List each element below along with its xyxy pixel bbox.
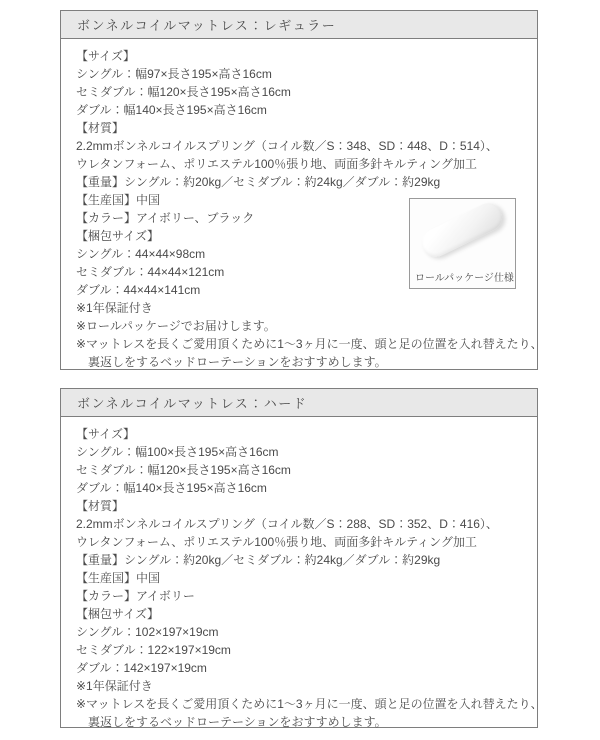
spec-line: シングル：44×44×98cm — [76, 247, 206, 261]
spec-line: 【カラー】アイボリー — [76, 589, 195, 603]
spec-line: 【重量】シングル：約20kg／セミダブル：約24kg／ダブル：約29kg — [76, 175, 441, 189]
roll-package-image — [409, 198, 516, 289]
spec-line: 【生産国】中国 — [76, 193, 161, 207]
spec-line: 【梱包サイズ】 — [76, 607, 160, 621]
rolled-mattress-graphic — [417, 199, 507, 262]
spec-line: 【生産国】中国 — [76, 571, 161, 585]
card-header-regular — [61, 11, 537, 39]
spec-card-regular — [60, 10, 543, 370]
spec-card-hard — [60, 388, 543, 729]
spec-line: セミダブル：44×44×121cm — [76, 265, 225, 279]
spec-line: ※マットレスを長くご愛用頂くために1～3ヶ月に一度、頭と足の位置を入れ替えたり、 — [76, 337, 543, 351]
card-header-hard — [61, 389, 537, 417]
spec-line: 【サイズ】 — [76, 427, 136, 441]
spec-line: ダブル：44×44×141cm — [76, 283, 201, 297]
spec-list-hard — [61, 417, 543, 731]
spec-line: 【カラー】アイボリー、ブラック — [76, 211, 255, 225]
spec-line: ウレタンフォーム、ポリエステル100％張り地、両面多針キルティング加工 — [76, 535, 477, 549]
spec-line: 2.2mmボンネルコイルスプリング（コイル数／S：348、SD：448、D：514）、 — [76, 139, 498, 153]
spec-line: ※マットレスを長くご愛用頂くために1～3ヶ月に一度、頭と足の位置を入れ替えたり、 — [76, 697, 543, 711]
spec-line: シングル：幅100×長さ195×高さ16cm — [76, 445, 279, 459]
spec-line: シングル：幅97×長さ195×高さ16cm — [76, 67, 272, 81]
spec-line: 裏返しをするベッドローテーションをおすすめします。 — [76, 355, 387, 369]
spec-line: セミダブル：122×197×19cm — [76, 643, 231, 657]
spec-line: ウレタンフォーム、ポリエステル100％張り地、両面多針キルティング加工 — [76, 157, 477, 171]
card-title-regular: ボンネルコイルマットレス：レギュラー — [77, 18, 337, 33]
spec-line: ※1年保証付き — [76, 679, 153, 693]
spec-line: ダブル：142×197×19cm — [76, 661, 207, 675]
spec-line: ダブル：幅140×長さ195×高さ16cm — [76, 103, 267, 117]
spec-line: 【重量】シングル：約20kg／セミダブル：約24kg／ダブル：約29kg — [76, 553, 441, 567]
spec-line: 裏返しをするベッドローテーションをおすすめします。 — [76, 715, 387, 729]
spec-line: ※1年保証付き — [76, 301, 153, 315]
roll-package-caption: ロールパッケージ仕様 — [415, 273, 514, 284]
card-title-hard: ボンネルコイルマットレス：ハード — [77, 396, 308, 411]
spec-line: ダブル：幅140×長さ195×高さ16cm — [76, 481, 267, 495]
spec-line: シングル：102×197×19cm — [76, 625, 219, 639]
spec-line: セミダブル：幅120×長さ195×高さ16cm — [76, 463, 291, 477]
spec-line: 【梱包サイズ】 — [76, 229, 160, 243]
spec-line: 2.2mmボンネルコイルスプリング（コイル数／S：288、SD：352、D：416）、 — [76, 517, 498, 531]
spec-line: ※ロールパッケージでお届けします。 — [76, 319, 276, 333]
spec-line: 【材質】 — [76, 499, 125, 513]
spec-line: セミダブル：幅120×長さ195×高さ16cm — [76, 85, 291, 99]
spec-line: 【サイズ】 — [76, 49, 136, 63]
spec-line: 【材質】 — [76, 121, 125, 135]
